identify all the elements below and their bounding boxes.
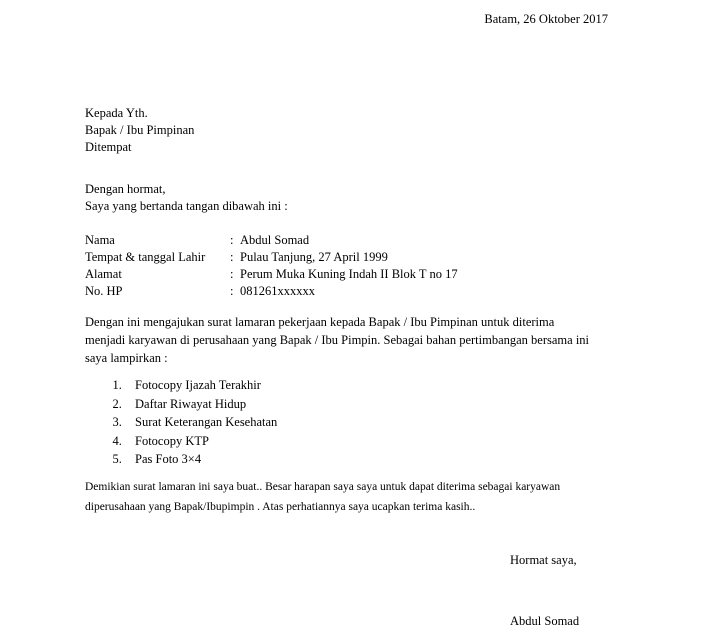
closing-line-2: diperusahaan yang Bapak/Ibupimpin . Atas perhatiannya saya ucapkan terima kasih.. bbox=[85, 501, 476, 513]
list-item: 3. Surat Keterangan Kesehatan bbox=[125, 413, 277, 432]
salutation-block bbox=[85, 181, 288, 215]
detail-separator: : bbox=[230, 267, 234, 281]
personal-details-table bbox=[85, 232, 458, 300]
detail-separator: : bbox=[230, 284, 234, 298]
detail-separator: : bbox=[230, 250, 234, 264]
attachments-list bbox=[97, 376, 277, 469]
table-row bbox=[85, 266, 458, 283]
list-item: 5. Pas Foto 3×4 bbox=[125, 450, 277, 469]
detail-label-nama: Nama bbox=[85, 233, 115, 247]
detail-label-alamat: Alamat bbox=[85, 267, 122, 281]
detail-separator: : bbox=[230, 233, 234, 247]
salutation-line-1: Dengan hormat, bbox=[85, 182, 166, 196]
detail-value-alamat: Perum Muka Kuning Indah II Blok T no 17 bbox=[240, 267, 458, 281]
detail-value-no-hp: 081261xxxxxx bbox=[240, 284, 315, 298]
detail-value-tempat-tanggal-lahir: Pulau Tanjung, 27 April 1999 bbox=[240, 250, 388, 264]
signature-name: Abdul Somad bbox=[510, 614, 580, 628]
detail-value-nama: Abdul Somad bbox=[240, 233, 310, 247]
list-item: 2. Daftar Riwayat Hidup bbox=[125, 395, 277, 414]
addressee-line-2: Bapak / Ibu Pimpinan bbox=[85, 123, 195, 137]
closing-paragraph bbox=[85, 477, 580, 517]
list-item: 4. Fotocopy KTP bbox=[125, 432, 277, 451]
list-item: 1. Fotocopy Ijazah Terakhir bbox=[125, 376, 277, 395]
table-row bbox=[85, 283, 458, 300]
closing-label: Hormat saya, bbox=[510, 553, 577, 567]
detail-label-tempat-tanggal-lahir: Tempat & tanggal Lahir bbox=[85, 250, 206, 264]
addressee-line-3: Ditempat bbox=[85, 140, 132, 154]
detail-label-no-hp: No. HP bbox=[85, 284, 123, 298]
body-paragraph: Dengan ini mengajukan surat lamaran pekerjaan kepada Bapak / Ibu Pimpinan untuk diterima menjadi karyawan di perusahaan yang Bapak / Ibu Pimpin. Sebagai bahan pertimbangan bersama ini saya lampirkan : bbox=[85, 315, 590, 365]
table-row bbox=[85, 249, 458, 266]
addressee-line-1: Kepada Yth. bbox=[85, 106, 148, 120]
table-row bbox=[85, 232, 458, 249]
addressee-block bbox=[85, 105, 194, 156]
salutation-line-2: Saya yang bertanda tangan dibawah ini : bbox=[85, 199, 288, 213]
closing-line-1: Demikian surat lamaran ini saya buat.. Besar harapan saya saya untuk dapat diterima sebagai karyawan bbox=[85, 481, 561, 493]
date-line: Batam, 26 Oktober 2017 bbox=[484, 12, 608, 26]
